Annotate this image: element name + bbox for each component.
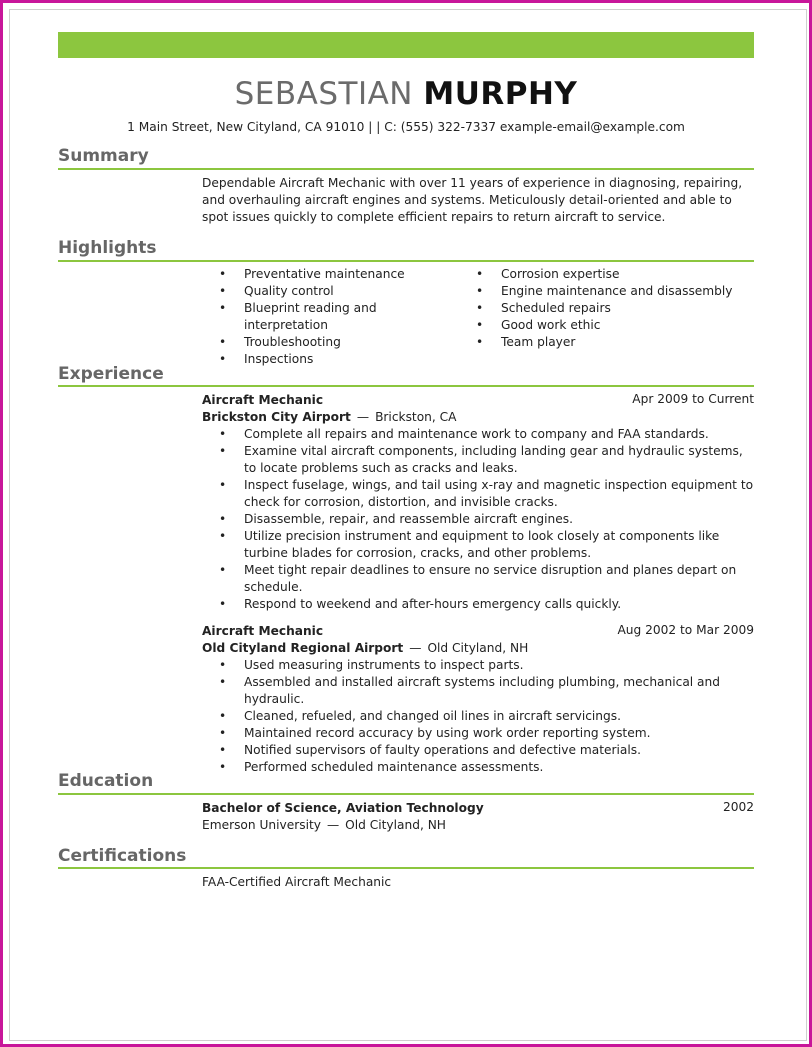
certification-item: FAA-Certified Aircraft Mechanic	[202, 875, 392, 889]
list-item: • Team player	[459, 334, 754, 351]
header-accent-bar	[58, 32, 754, 58]
job-title: Aircraft Mechanic	[202, 624, 324, 638]
degree: Bachelor of Science, Aviation Technology	[202, 801, 484, 815]
list-item: • Used measuring instruments to inspect parts.	[202, 657, 754, 674]
employer-name: Brickston City Airport	[202, 410, 351, 424]
education-year: 2002	[722, 800, 754, 814]
list-item: • Troubleshooting	[202, 334, 460, 351]
list-item: • Utilize precision instrument and equipment to look closely at components like turbine blades for corrosion, cracks, and other problems.	[202, 528, 754, 562]
first-name: SEBASTIAN	[234, 76, 413, 112]
section-title-experience: Experience	[58, 364, 164, 384]
list-item: • Assembled and installed aircraft systems including plumbing, mechanical and hydraulic.	[202, 674, 754, 708]
list-item: • Inspections	[202, 351, 460, 368]
em-dash: —	[356, 410, 370, 424]
school-name: Emerson University	[202, 818, 321, 832]
highlights-right-column	[459, 266, 754, 351]
resume-name	[0, 76, 812, 112]
list-item: • Cleaned, refueled, and changed oil lines in aircraft servicings.	[202, 708, 754, 725]
job-dates: Apr 2009 to Current	[632, 392, 754, 406]
list-item: • Performed scheduled maintenance assessments.	[202, 759, 754, 776]
list-item: • Preventative maintenance	[202, 266, 460, 283]
education-school-line	[202, 817, 754, 834]
last-name: MURPHY	[423, 76, 578, 112]
job-employer-line	[202, 640, 754, 657]
list-item: • Inspect fuselage, wings, and tail using x-ray and magnetic inspection equipment to check for corrosion, distortion, and invisible cracks.	[202, 477, 754, 511]
education-degree-line	[202, 800, 754, 817]
employer-name: Old Cityland Regional Airport	[202, 641, 404, 655]
job-employer-line	[202, 409, 754, 426]
list-item: • Notified supervisors of faulty operations and defective materials.	[202, 742, 754, 759]
list-item: • Corrosion expertise	[459, 266, 754, 283]
section-title-certifications: Certifications	[58, 846, 187, 866]
section-rule	[58, 260, 754, 262]
section-rule	[58, 793, 754, 795]
list-item: • Disassemble, repair, and reassemble aircraft engines.	[202, 511, 754, 528]
section-rule	[58, 168, 754, 170]
highlights-left-column	[202, 266, 460, 368]
summary-text: Dependable Aircraft Mechanic with over 11 years of experience in diagnosing, repairing, and overhauling aircraft engines and systems. Meticulously detail-oriented and able to spot issues quickly to complete efficient repairs to return aircraft to service.	[202, 176, 743, 224]
employer-location: Brickston, CA	[375, 410, 457, 424]
employer-location: Old Cityland, NH	[427, 641, 529, 655]
job-bullets	[202, 657, 754, 776]
list-item: • Meet tight repair deadlines to ensure no service disruption and planes depart on schedule.	[202, 562, 754, 596]
section-title-summary: Summary	[58, 146, 149, 166]
section-rule	[58, 867, 754, 869]
list-item: • Scheduled repairs	[459, 300, 754, 317]
list-item: • Engine maintenance and disassembly	[459, 283, 754, 300]
list-item: • Good work ethic	[459, 317, 754, 334]
list-item: • Respond to weekend and after-hours emergency calls quickly.	[202, 596, 754, 613]
list-item: • Blueprint reading and interpretation	[202, 300, 460, 334]
job-title: Aircraft Mechanic	[202, 393, 324, 407]
school-location: Old Cityland, NH	[345, 818, 446, 832]
list-item: • Complete all repairs and maintenance work to company and FAA standards.	[202, 426, 754, 443]
contact-line: 1 Main Street, New Cityland, CA 91010 | | C: (555) 322-7337 example-email@example.com	[127, 120, 685, 134]
job-dates: Aug 2002 to Mar 2009	[617, 623, 754, 637]
em-dash: —	[409, 641, 422, 655]
list-item: • Maintained record accuracy by using work order reporting system.	[202, 725, 754, 742]
job-bullets	[202, 426, 754, 613]
section-title-education: Education	[58, 771, 154, 791]
list-item: • Examine vital aircraft components, including landing gear and hydraulic systems, to locate problems such as cracks and leaks.	[202, 443, 754, 477]
list-item: • Quality control	[202, 283, 460, 300]
em-dash: —	[326, 818, 340, 832]
section-rule	[58, 385, 754, 387]
section-title-highlights: Highlights	[58, 238, 157, 258]
